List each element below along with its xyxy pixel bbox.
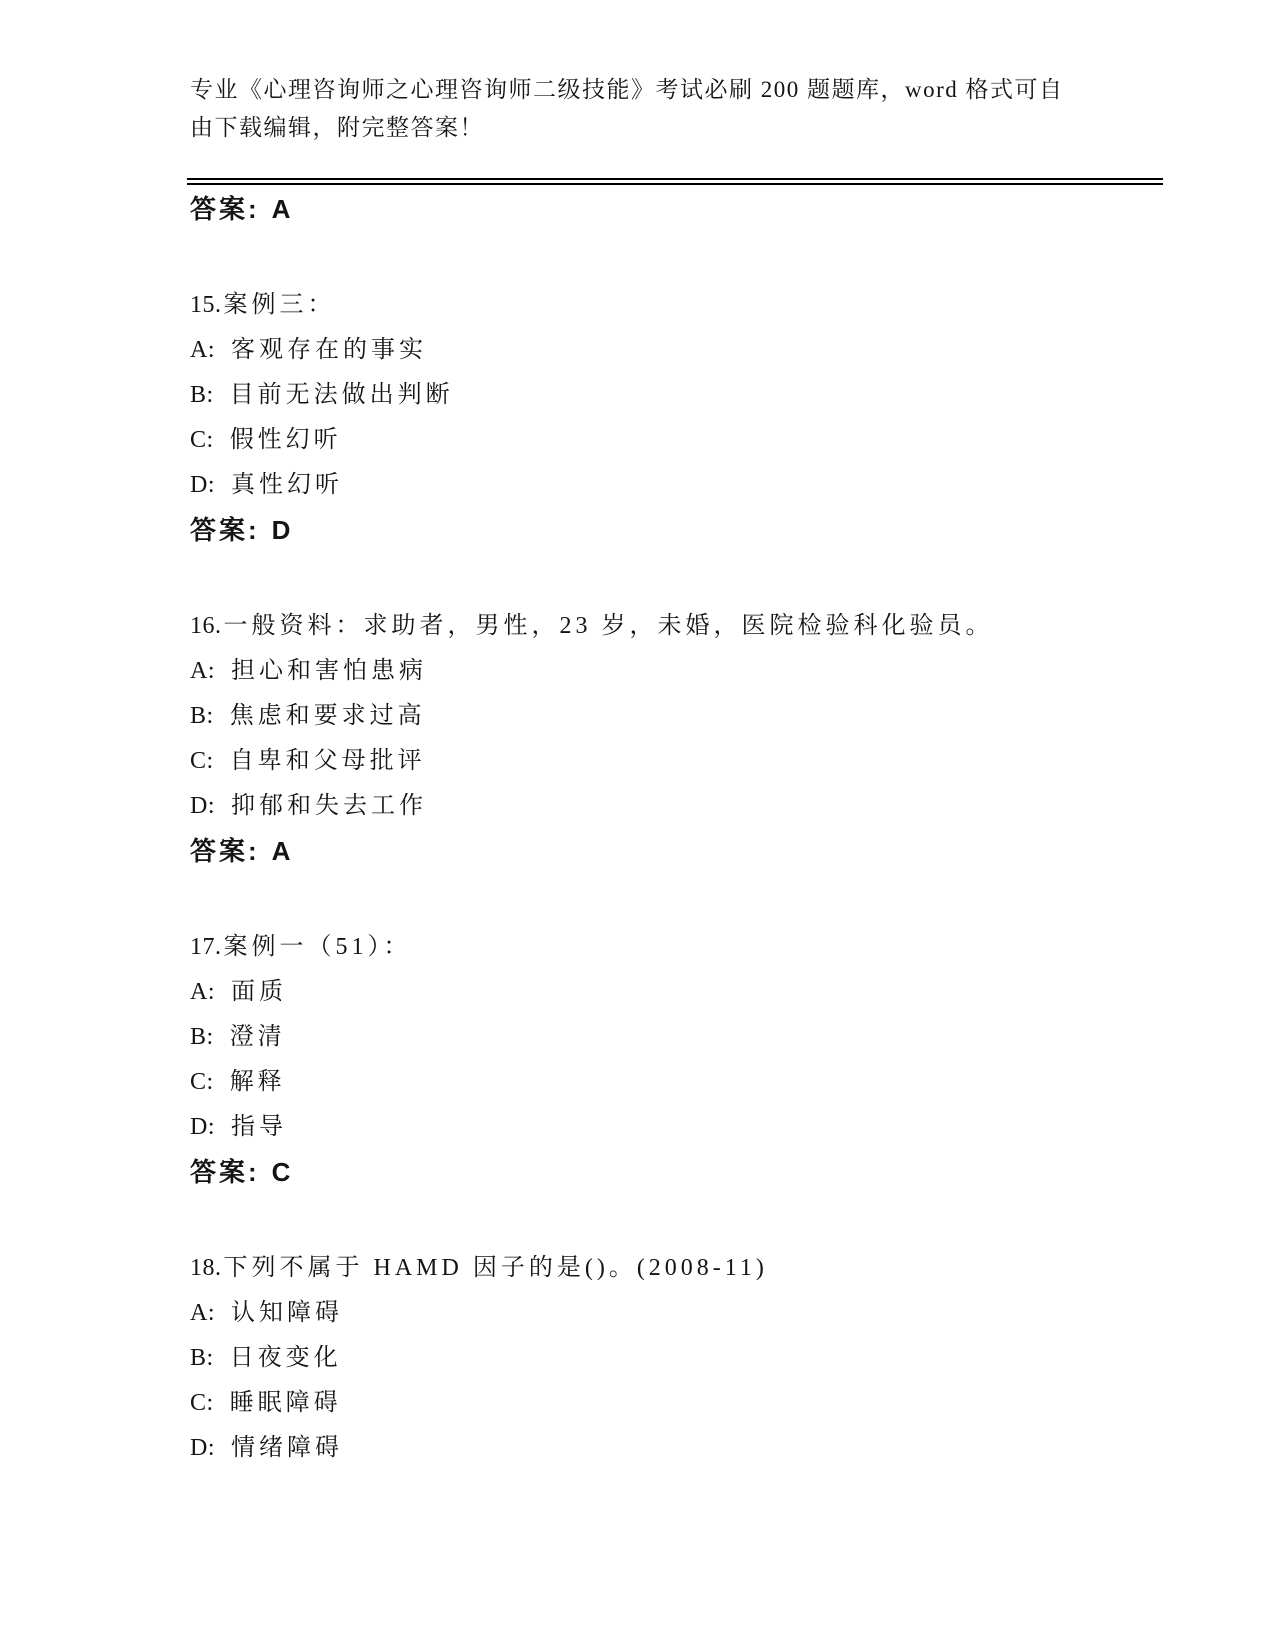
option-row-d bbox=[190, 784, 1165, 829]
option-row-a bbox=[190, 649, 1165, 694]
question-number: 17. bbox=[190, 934, 222, 960]
header-divider-rule bbox=[187, 178, 1163, 185]
option-text: 担心和害怕患病 bbox=[231, 658, 427, 684]
document-header bbox=[190, 71, 1165, 147]
answer-value: A bbox=[271, 836, 294, 866]
option-text: 真性幻听 bbox=[231, 472, 343, 498]
answer-value: A bbox=[271, 194, 294, 224]
question-number: 15. bbox=[190, 292, 222, 318]
option-text: 解释 bbox=[229, 1069, 286, 1095]
answer-row bbox=[190, 508, 1165, 553]
option-row-c bbox=[190, 1381, 1165, 1426]
option-text: 睡眠障碍 bbox=[229, 1390, 342, 1416]
option-text: 面质 bbox=[231, 979, 287, 1005]
option-letter: C: bbox=[190, 1390, 214, 1416]
option-text: 认知障碍 bbox=[231, 1300, 343, 1326]
option-text: 焦虑和要求过高 bbox=[229, 703, 426, 729]
option-letter: A: bbox=[190, 1300, 215, 1326]
question-block-18 bbox=[190, 1246, 1165, 1471]
question-block-17 bbox=[190, 925, 1165, 1195]
option-row-d bbox=[190, 1105, 1165, 1150]
header-line-1: 专业《心理咨询师之心理咨询师二级技能》考试必刷 200 题题库，word 格式可自 bbox=[190, 77, 1064, 102]
option-text: 假性幻听 bbox=[229, 427, 342, 453]
option-letter: A: bbox=[190, 337, 215, 363]
option-letter: B: bbox=[190, 1345, 214, 1371]
option-letter: C: bbox=[190, 427, 214, 453]
answer-label: 答案: bbox=[190, 194, 260, 224]
option-text: 情绪障碍 bbox=[231, 1435, 343, 1461]
question-text: 下列不属于 HAMD 因子的是()。(2008-11) bbox=[223, 1255, 768, 1281]
option-row-a bbox=[190, 328, 1165, 373]
header-line-2: 由下载编辑，附完整答案！ bbox=[190, 115, 484, 140]
answer-label: 答案: bbox=[190, 836, 260, 866]
question-title-row bbox=[190, 1246, 1165, 1291]
question-title-row bbox=[190, 604, 1165, 649]
option-row-d bbox=[190, 463, 1165, 508]
option-row-c bbox=[190, 418, 1165, 463]
option-text: 日夜变化 bbox=[229, 1345, 342, 1371]
option-row-b bbox=[190, 1336, 1165, 1381]
option-row-b bbox=[190, 694, 1165, 739]
answer-label: 答案: bbox=[190, 1157, 260, 1187]
option-row-a bbox=[190, 970, 1165, 1015]
option-letter: A: bbox=[190, 658, 215, 684]
option-row-c bbox=[190, 739, 1165, 784]
option-row-a bbox=[190, 1291, 1165, 1336]
option-letter: B: bbox=[190, 703, 214, 729]
option-text: 澄清 bbox=[229, 1024, 286, 1050]
question-number: 16. bbox=[190, 613, 222, 639]
question-title-row bbox=[190, 283, 1165, 328]
option-letter: D: bbox=[190, 472, 215, 498]
question-text: 一般资料：求助者，男性，23 岁，未婚，医院检验科化验员。 bbox=[223, 613, 994, 639]
option-row-c bbox=[190, 1060, 1165, 1105]
answer-row-previous-question bbox=[190, 187, 1165, 232]
answer-label: 答案: bbox=[190, 515, 260, 545]
answer-row bbox=[190, 1150, 1165, 1195]
answer-value: C bbox=[271, 1157, 294, 1187]
question-text: 案例三： bbox=[223, 292, 336, 318]
option-letter: D: bbox=[190, 793, 215, 819]
option-text: 客观存在的事实 bbox=[231, 337, 427, 363]
option-letter: D: bbox=[190, 1114, 215, 1140]
option-letter: C: bbox=[190, 1069, 214, 1095]
option-letter: A: bbox=[190, 979, 215, 1005]
question-number: 18. bbox=[190, 1255, 222, 1281]
option-text: 抑郁和失去工作 bbox=[231, 793, 427, 819]
question-text: 案例一（51）： bbox=[223, 934, 412, 960]
option-row-d bbox=[190, 1426, 1165, 1471]
option-letter: C: bbox=[190, 748, 214, 774]
answer-value: D bbox=[271, 515, 294, 545]
option-text: 自卑和父母批评 bbox=[229, 748, 426, 774]
option-text: 指导 bbox=[231, 1114, 287, 1140]
option-letter: B: bbox=[190, 1024, 214, 1050]
question-title-row bbox=[190, 925, 1165, 970]
option-letter: D: bbox=[190, 1435, 215, 1461]
option-row-b bbox=[190, 1015, 1165, 1060]
question-block-15 bbox=[190, 283, 1165, 553]
option-text: 目前无法做出判断 bbox=[229, 382, 454, 408]
question-block-16 bbox=[190, 604, 1165, 874]
option-letter: B: bbox=[190, 382, 214, 408]
answer-row bbox=[190, 829, 1165, 874]
option-row-b bbox=[190, 373, 1165, 418]
